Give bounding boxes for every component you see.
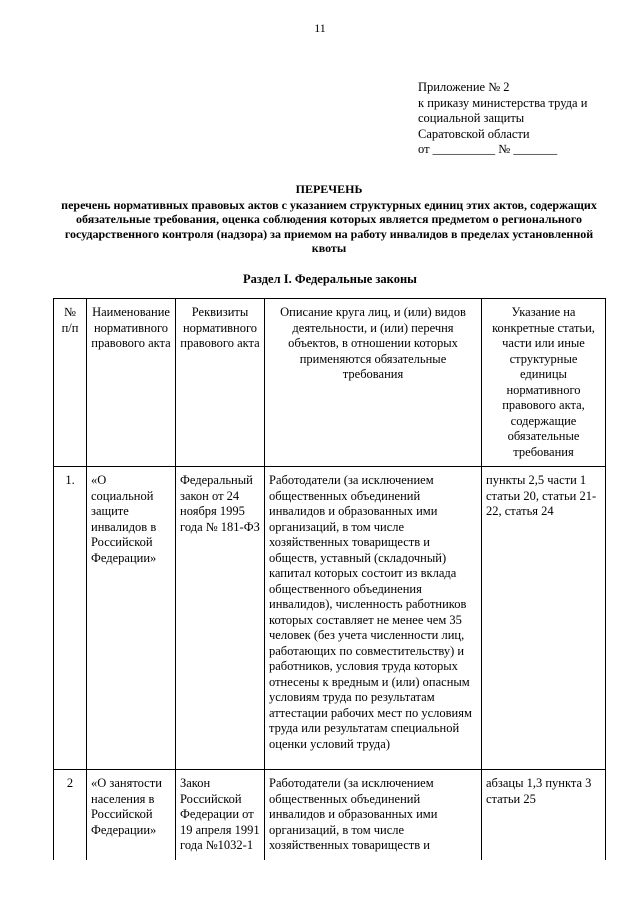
document-title: ПЕРЕЧЕНЬ: [295, 182, 363, 196]
appendix-line: Приложение № 2: [418, 80, 510, 94]
table-row: [54, 467, 606, 770]
table-row: [54, 770, 606, 860]
cell-description: Работодатели (за исключением общественных объединений инвалидов и образованных ими организаций, в том числе хозяйственных товариществ и: [265, 770, 482, 860]
laws-table: [53, 298, 606, 860]
cell-act-name: «О занятости населения в Российской Федерации»: [87, 770, 176, 860]
cell-number: 2: [54, 770, 87, 860]
cell-articles: пункты 2,5 части 1 статьи 20, статьи 21-22, статья 24: [482, 467, 606, 770]
header-act-details: Реквизиты нормативного правового акта: [176, 299, 265, 467]
page-number: 11: [314, 21, 326, 35]
document-heading: [55, 182, 603, 256]
cell-act-name: «О социальной защите инвалидов в Российской Федерации»: [87, 467, 176, 770]
appendix-line: социальной защиты: [418, 111, 525, 125]
cell-description: Работодатели (за исключением общественных объединений инвалидов и образованных ими организаций, в том числе хозяйственных товариществ и обществ, уставный (складочный) капитал которых состоит из вклада общественного объединения инвалидов), численность работников которых составляет не менее чем 35 человек (без учета численности лиц, работающих по совместительству) и работников, условия труда которых отнесены к вредным и (или) опасным условиям труда по результатам аттестации рабочих мест по условиям труда или результатам специальной оценки условий труда): [265, 467, 482, 770]
document-subtitle: перечень нормативных правовых актов с указанием структурных единиц этих актов, содержащих обязательные требования, оценка соблюдения которых является предметом о регионального государственного контроля (надзора) за приемом на работу инвалидов в пределах установленной квоты: [61, 197, 597, 255]
appendix-block: [418, 80, 587, 158]
section-title: Раздел I. Федеральные законы: [243, 272, 417, 286]
appendix-line: Саратовской области: [418, 126, 530, 141]
appendix-line: от __________ № _______: [418, 142, 558, 156]
cell-number: 1.: [54, 467, 87, 770]
cell-articles: абзацы 1,3 пункта 3 статьи 25: [482, 770, 606, 860]
header-articles: Указание на конкретные статьи, части или иные структурные единицы нормативного правового акта, содержащие обязательные требования: [482, 299, 606, 467]
header-number: № п/п: [54, 299, 87, 467]
appendix-line: к приказу министерства труда и: [418, 95, 588, 110]
cell-act-details: Закон Российской Федерации от 19 апреля 1991 года №1032-1: [176, 770, 265, 860]
cell-act-details: Федеральный закон от 24 ноября 1995 года № 181-ФЗ: [176, 467, 265, 770]
header-description: Описание круга лиц, и (или) видов деятельности, и (или) перечня объектов, в отношении которых применяются обязательные требования: [265, 299, 482, 467]
header-act-name: Наименование нормативного правового акта: [87, 299, 176, 467]
table-header-row: [54, 299, 606, 467]
